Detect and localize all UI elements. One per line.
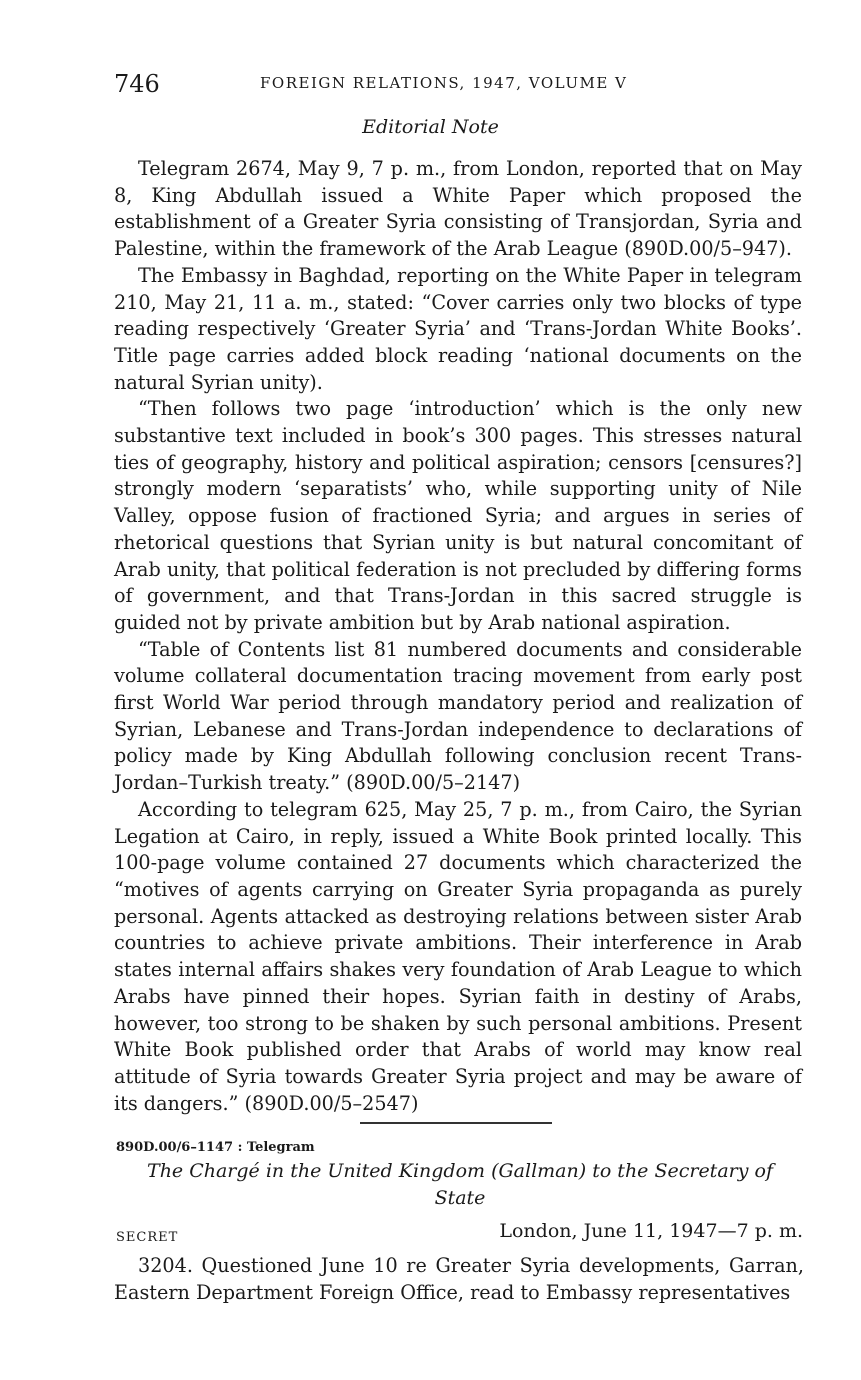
document-file-id: 890D.00/6–1147 : Telegram	[116, 1140, 315, 1155]
editorial-note-title: Editorial Note	[362, 116, 499, 138]
paragraph: “Then follows two page ‘introduction’ which is the only new substantive text included in book’s 300 pages. This stresses natural ties of geography, history and political aspiration; censors [censures?] strongly modern ‘separatists’ who, while supporting unity of Nile Valley, oppose fusion of fractioned Syria; and argues in series of rhetorical questions that Syrian unity is but natural concomitant of Arab unity, that political federation is not precluded by differing forms of government, and that Trans-Jordan in this sacred struggle is guided not by private ambition but by Arab national aspiration.	[114, 397, 802, 634]
paragraph: “Table of Contents list 81 numbered documents and considerable volume collateral documentation tracing movement from early post first World War period through mandatory period and realization of Syrian, Lebanese and Trans-Jordan independence to declarations of policy made by King Abdullah following conclusion recent Trans-Jordan–Turkish treaty.” (890D.00/5–2147)	[114, 637, 802, 795]
paragraph: According to telegram 625, May 25, 7 p. m., from Cairo, the Syrian Legation at Cairo, in reply, issued a White Book printed locally. This 100-page volume contained 27 documents which characterized the “motives of agents carrying on Greater Syria propaganda as purely personal. Agents attacked as destroying relations between sister Arab countries to achieve private ambitions. Their interference in Arab states internal affairs shakes very foundation of Arab League to which Arabs have pinned their hopes. Syrian faith in destiny of Arabs, however, too strong to be shaken by such personal ambitions. Present White Book published order that Arabs of world may know real attitude of Syria towards Greater Syria project and may be aware of its dangers.” (890D.00/5–2547)	[114, 797, 802, 1115]
dateline: London, June 11, 1947—7 p. m.	[499, 1220, 803, 1242]
paragraph: Telegram 2674, May 9, 7 p. m., from London, reported that on May 8, King Abdullah issued a White Paper which proposed the establishment of a Greater Syria consisting of Transjordan, Syria and Palestine, within the framework of the Arab League (890D.00/5–947).	[114, 157, 802, 261]
page-number: 746	[114, 70, 160, 98]
section-divider	[360, 1122, 552, 1124]
paragraph: 3204. Questioned June 10 re Greater Syria developments, Garran, Eastern Department Foreign Office, read to Embassy representatives	[114, 1254, 804, 1304]
document-body	[114, 1252, 804, 1306]
classification-label: SECRET	[116, 1230, 179, 1245]
paragraph: The Embassy in Baghdad, reporting on the White Paper in telegram 210, May 21, 11 a. m., stated: “Cover carries only two blocks of type reading respectively ‘Greater Syria’ and ‘Trans-Jordan White Books’. Title page carries added block reading ‘national documents on the natural Syrian unity).	[114, 263, 802, 394]
document-title: The Chargé in the United Kingdom (Gallman) to the Secretary of State	[147, 1160, 773, 1209]
running-head: FOREIGN RELATIONS, 1947, VOLUME V	[260, 74, 628, 92]
page-header	[114, 70, 804, 100]
editorial-note-body	[114, 156, 802, 1117]
